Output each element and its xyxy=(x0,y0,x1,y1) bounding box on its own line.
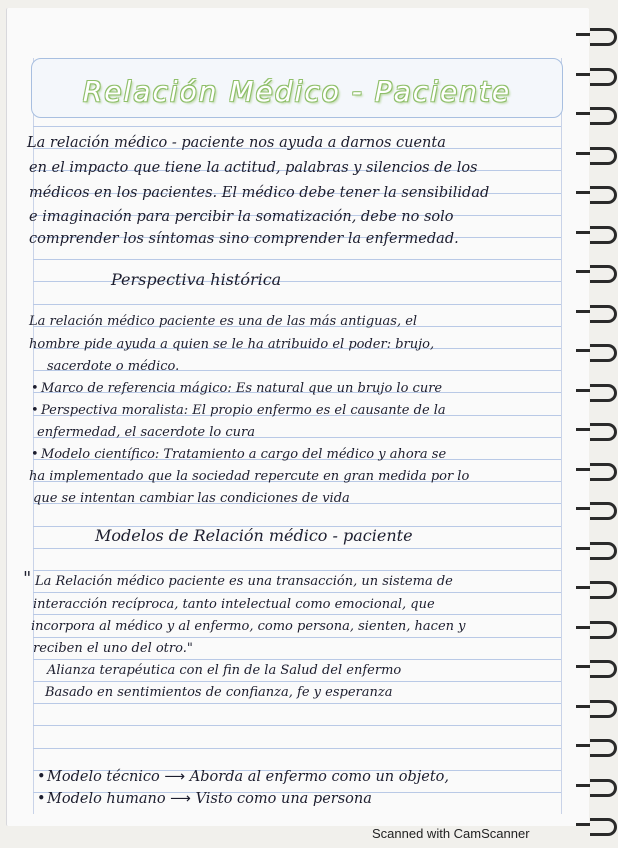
right-arrow-icon: ⟶ xyxy=(170,791,191,807)
spiral-ring xyxy=(590,305,617,323)
bullet-dot: • xyxy=(37,769,46,785)
ruled-line xyxy=(33,637,561,638)
model-technical-desc: Aborda al enfermo como un objeto, xyxy=(189,769,450,785)
history-bullet-3-text: Modelo científico: Tratamiento a cargo del médico y ahora se xyxy=(41,447,447,462)
intro-line-2: en el impacto que tiene la actitud, palabras y silencios de los xyxy=(29,160,478,176)
intro-line-3: médicos en los pacientes. El médico debe tener la sensibilidad xyxy=(29,185,490,201)
bullet-dot: • xyxy=(31,381,39,396)
history-bullet-2-text: Perspectiva moralista: El propio enfermo es el causante de la xyxy=(41,403,446,418)
notebook-page xyxy=(6,8,589,826)
history-bullet-3 xyxy=(31,446,446,465)
models-line-4: reciben el uno del otro." xyxy=(33,641,193,656)
scanner-watermark: Scanned with CamScanner xyxy=(372,826,530,841)
history-line-3: sacerdote o médico. xyxy=(47,359,180,374)
bullet-dot: • xyxy=(37,791,46,807)
intro-line-1: La relación médico - paciente nos ayuda a darnos cuenta xyxy=(27,135,446,151)
spiral-ring xyxy=(590,660,617,678)
right-arrow-icon: ⟶ xyxy=(164,769,186,785)
bullet-dot: • xyxy=(31,403,39,418)
intro-line-5: comprender los síntomas sino comprender la enfermedad. xyxy=(29,231,459,247)
spiral-ring xyxy=(590,107,617,125)
ruled-line xyxy=(33,659,561,660)
spiral-ring xyxy=(590,344,617,362)
spiral-ring xyxy=(590,581,617,599)
spiral-ring xyxy=(590,226,617,244)
history-bullet-2-cont: enfermedad, el sacerdote lo cura xyxy=(37,425,255,440)
model-human-desc: Visto como una persona xyxy=(195,791,372,807)
title-box xyxy=(31,58,563,118)
spiral-ring xyxy=(590,28,617,46)
model-item-human xyxy=(37,790,372,809)
spiral-ring xyxy=(590,779,617,797)
spiral-ring xyxy=(590,463,617,481)
ruled-line xyxy=(33,748,561,749)
spiral-ring xyxy=(590,739,617,757)
spiral-ring xyxy=(590,68,617,86)
ruled-line xyxy=(33,681,561,682)
spiral-ring xyxy=(590,186,617,204)
model-human-name: Modelo humano xyxy=(47,791,166,807)
history-bullet-1 xyxy=(31,380,442,399)
ruled-line xyxy=(33,304,561,305)
section-heading-models: Modelos de Relación médico - paciente xyxy=(95,526,413,545)
section-heading-history: Perspectiva histórica xyxy=(111,270,282,289)
models-line-1: La Relación médico paciente es una transacción, un sistema de xyxy=(35,574,453,589)
model-item-technical xyxy=(37,768,449,787)
history-bullet-2 xyxy=(31,402,446,421)
ruled-line xyxy=(33,725,561,726)
models-extra-1: Alianza terapéutica con el fin de la Salud del enfermo xyxy=(47,663,402,678)
ruled-line xyxy=(33,703,561,704)
spiral-ring xyxy=(590,818,617,836)
spiral-ring xyxy=(590,621,617,639)
history-bullet-1-text: Marco de referencia mágico: Es natural que un brujo lo cure xyxy=(41,381,443,396)
ruled-line xyxy=(33,548,561,549)
history-bullet-3-cont-1: ha implementado que la sociedad repercute en gran medida por lo xyxy=(29,469,470,484)
spiral-ring xyxy=(590,384,617,402)
ruled-line xyxy=(33,259,561,260)
page-title: Relación Médico - Paciente xyxy=(82,75,512,108)
ruled-line xyxy=(33,570,561,571)
ruled-line xyxy=(33,592,561,593)
spiral-ring xyxy=(590,265,617,283)
history-line-2: hombre pide ayuda a quien se le ha atribuido el poder: brujo, xyxy=(29,337,435,352)
models-line-3: incorpora al médico y al enfermo, como persona, sienten, hacen y xyxy=(31,619,466,634)
spiral-ring xyxy=(590,502,617,520)
spiral-ring xyxy=(590,423,617,441)
model-technical-name: Modelo técnico xyxy=(47,769,160,785)
spiral-ring xyxy=(590,147,617,165)
models-extra-2: Basado en sentimientos de confianza, fe y esperanza xyxy=(45,685,393,700)
opening-quote-mark: " xyxy=(23,568,32,589)
history-line-1: La relación médico paciente es una de las más antiguas, el xyxy=(29,314,418,329)
spiral-ring xyxy=(590,542,617,560)
models-line-2: interacción recíproca, tanto intelectual como emocional, que xyxy=(33,597,435,612)
intro-line-4: e imaginación para percibir la somatización, debe no solo xyxy=(29,209,454,225)
spiral-ring xyxy=(590,700,617,718)
history-bullet-3-cont-2: que se intentan cambiar las condiciones de vida xyxy=(33,491,350,506)
bullet-dot: • xyxy=(31,447,39,462)
ruled-line xyxy=(33,126,561,127)
right-margin-line xyxy=(561,58,562,814)
